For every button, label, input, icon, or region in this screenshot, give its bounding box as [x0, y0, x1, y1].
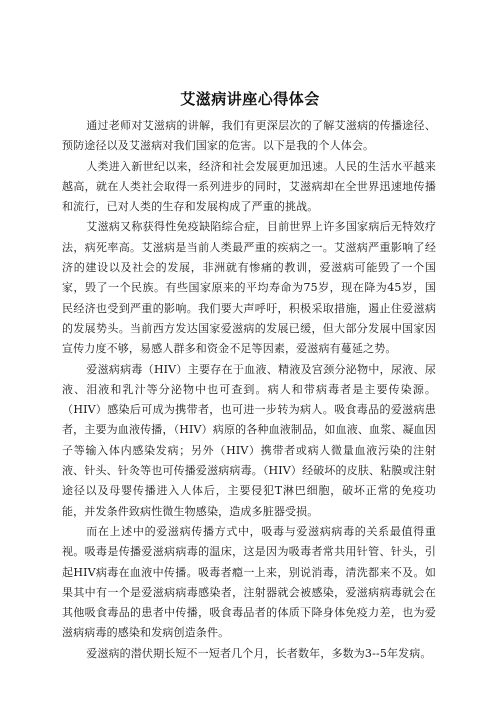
- document-body: [62, 116, 436, 664]
- document-title: 艾滋病讲座心得体会: [180, 90, 320, 108]
- paragraph-intro: 通过老师对艾滋病的讲解，我们有更深层次的了解艾滋病的传播途径、预防途径以及艾滋病对我们国家的危害。以下是我的个人体会。: [62, 119, 436, 153]
- paragraph-incubation: 爱滋病的潜伏期长短不一短者几个月，长者数年，多数为3--5年发病。: [86, 646, 432, 660]
- paragraph-drug-use: 而在上述中的爱滋病传播方式中，吸毒与爱滋病病毒的关系最值得重视。吸毒是传播爱滋病病毒的温床，这是因为吸毒者常共用针管、针头，引起HIV病毒在血液中传播。吸毒者瘾一上来，别说消毒，清洗都来不及。如果其中有一个是爱滋病病毒感染者，注射器就会被感染，爱滋病病毒就会在其他吸食毒品的患者中传播，吸食毒品者的体质下降身体免疫力差，也为爱滋病病毒的感染和发病创造条件。: [62, 524, 436, 640]
- paragraph-transmission: 爱滋病病毒（HIV）主要存在于血液、精液及宫颈分泌物中，尿液、尿液、泪液和乳汁等分泌物中也可查到。病人和带病毒者是主要传染源。（HIV）感染后可成为携带者，也可进一步转为病人。吸食毒品的爱滋病患者，主要为血液传播，（HIV）病原的各种血液制品，如血液、血浆、凝血因子等输入体内感染发病；另外（HIV）携带者或病人微量血液污染的注射液、针头、针灸等也可传播爱滋病病毒。（HIV）经破坏的皮肤、粘膜或注射途径以及母婴传播进入人体后，主要侵犯T淋巴细胞，破坏正常的免疫功能，并发条件致病性微生物感染，造成多脏器受损。: [62, 362, 436, 518]
- paragraph-definition: 艾滋病又称获得性免疫缺陷综合症，目前世界上许多国家病后无特效疗法，病死率高。艾滋病是当前人类最严重的疾病之一。艾滋病严重影响了经济的建设以及社会的发展，非洲就有惨痛的教训，爱滋病可能毁了一个国家，毁了一个民族。有些国家原来的平均寿命为75岁，现在降为45岁，国民经济也受到严重的影响。我们要大声呼吁，积极采取措施，遏止住爱滋病的发展势头。当前西方发达国家爱滋病的发展已缓，但大部分发展中国家因宣传力度不够，易感人群多和资金不足等因素，爱滋病有蔓延之势。: [62, 220, 436, 356]
- paragraph-background: 人类进入新世纪以来，经济和社会发展更加迅速。人民的生活水平越来越高，就在人类社会取得一系列进步的同时，艾滋病却在全世界迅速地传播和流行，已对人类的生存和发展构成了严重的挑战。: [62, 159, 436, 214]
